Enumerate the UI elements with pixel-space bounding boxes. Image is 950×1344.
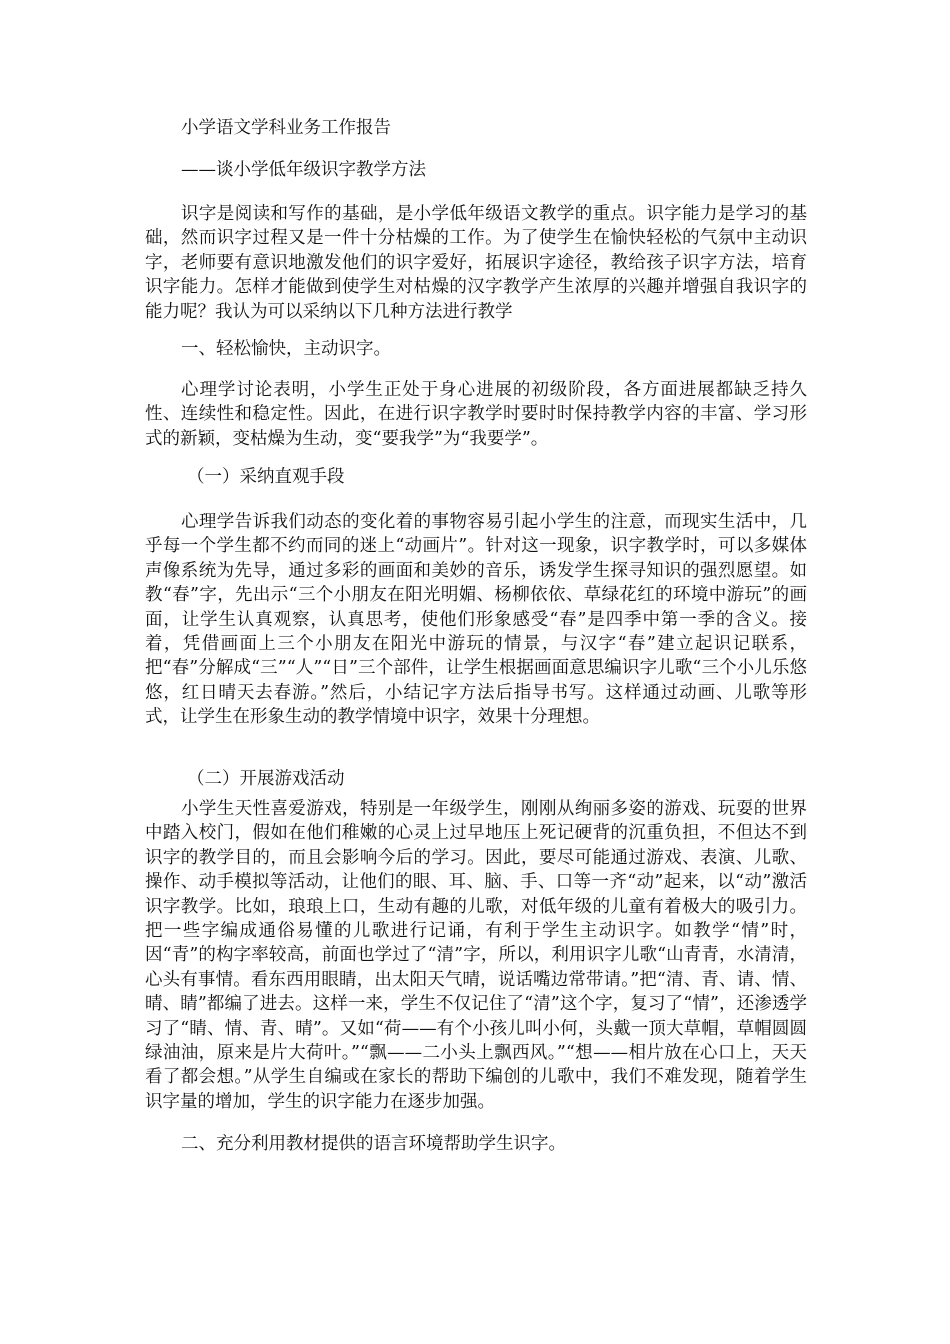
- intro-paragraph: 识字是阅读和写作的基础，是小学低年级语文教学的重点。识字能力是学习的基础，然而识字过程又是一件十分枯燥的工作。为了使学生在愉快轻松的气氛中主动识字，老师要有意识地激发他们的识字爱好，拓展识字途径，教给孩子识字方法，培育识字能力。怎样才能做到使学生对枯燥的汉字教学产生浓厚的兴趣并增强自我识字的能力呢？我认为可以采纳以下几种方法进行教学: [145, 204, 807, 322]
- section-2-heading: 二、充分利用教材提供的语言环境帮助学生识字。: [181, 1134, 566, 1154]
- subsection-1-paragraph: 心理学告诉我们动态的变化着的事物容易引起小学生的注意，而现实生活中，几乎每一个学生都不约而同的迷上“动画片”。针对这一现象，识字教学时，可以多媒体声像系统为先导，通过多彩的画面和美妙的音乐，诱发学生探寻知识的强烈愿望。如教“春”字，先出示“三个小朋友在阳光明媚、杨柳依依、草绿花红的环境中游玩”的画面，让学生认真观察，认真思考，使他们形象感受“春”是四季中第一季的含义。接着，凭借画面上三个小朋友在阳光中游玩的情景，与汉字“春”建立起识记联系，把“春”分解成“三”“人”“日”三个部件，让学生根据画面意思编识字儿歌“三个小儿乐悠悠，红日晴天去春游。”然后，小结记字方法后指导书写。这样通过动画、儿歌等形式，让学生在形象生动的教学情境中识字，效果十分理想。: [145, 512, 807, 728]
- section-1-paragraph: 心理学讨论表明，小学生正处于身心进展的初级阶段，各方面进展都缺乏持久性、连续性和稳定性。因此，在进行识字教学时要时时保持教学内容的丰富、学习形式的新颖，变枯燥为生动，变“要我学”为“我要学”。: [145, 380, 807, 449]
- subsection-2-paragraph: 小学生天性喜爱游戏，特别是一年级学生，刚刚从绚丽多姿的游戏、玩耍的世界中踏入校门，假如在他们稚嫩的心灵上过早地压上死记硬背的沉重负担，不但达不到识字的教学目的，而且会影响今后的学习。因此，要尽可能通过游戏、表演、儿歌、操作、动手模拟等活动，让他们的眼、耳、脑、手、口等一齐“动”起来，以“动”激活识字教学。比如，琅琅上口，生动有趣的儿歌，对低年级的儿童有着极大的吸引力。把一些字编成通俗易懂的儿歌进行记诵，有利于学生主动识字。如教学“情”时，因“青”的构字率较高，前面也学过了“清”字，所以，利用识字儿歌“山青青，水清清，心头有事情。看东西用眼睛，出太阳天气晴，说话嘴边常带请。”把“清、青、请、情、晴、睛”都编了进去。这样一来，学生不仅记住了“清”这个字，复习了“情”，还渗透学习了“睛、情、青、晴”。又如“荷——有个小孩儿叫小何，头戴一顶大草帽，草帽圆圆绿油油，原来是片大荷叶。”“飘——二小头上飘西风。”“想——相片放在心口上，天天看了都会想。”从学生自编或在家长的帮助下编创的儿歌中，我们不难发现，随着学生识字量的增加，学生的识字能力在逐步加强。: [145, 799, 807, 1112]
- section-1-heading: 一、轻松愉快，主动识字。: [181, 339, 391, 359]
- subsection-2-heading: （二）开展游戏活动: [187, 769, 345, 789]
- document-subtitle: ——谈小学低年级识字教学方法: [181, 160, 426, 180]
- document-title: 小学语文学科业务工作报告: [181, 118, 391, 138]
- subsection-1-heading: （一）采纳直观手段: [187, 467, 345, 487]
